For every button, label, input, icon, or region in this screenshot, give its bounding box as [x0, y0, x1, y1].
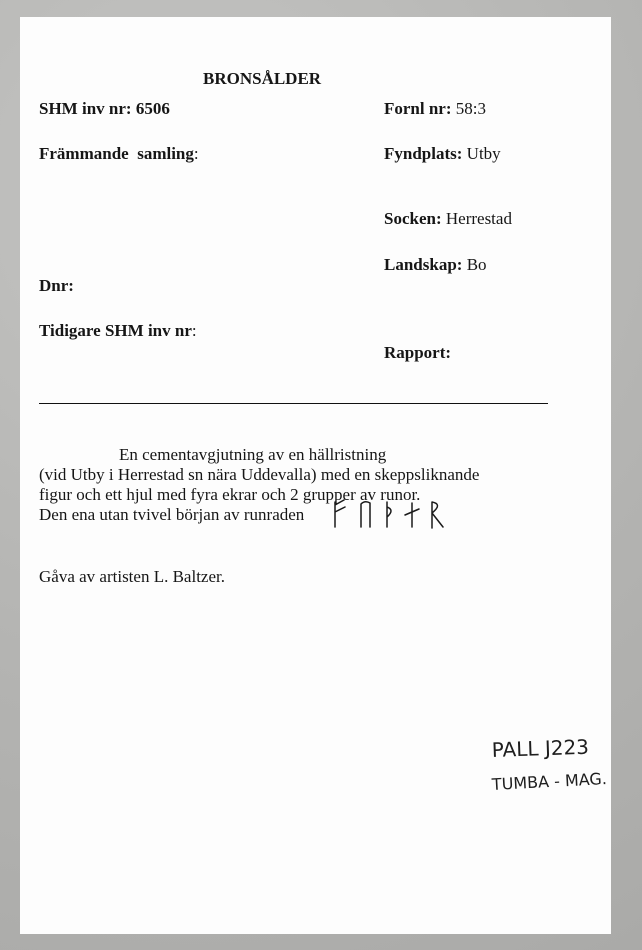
shm-inv-value: 6506	[135, 99, 170, 118]
divider-line	[39, 403, 548, 404]
catalog-card	[20, 17, 611, 934]
landskap-field	[384, 255, 487, 275]
description-line: Den ena utan tvivel början av runraden	[39, 505, 305, 524]
frammande-samling-label: Främmande samling	[39, 144, 194, 163]
frammande-samling-field	[39, 144, 199, 164]
shm-inv-field	[39, 99, 170, 119]
shm-inv-label: SHM inv nr:	[39, 99, 132, 118]
socken-value: Herrestad	[445, 209, 512, 228]
tidigare-shm-label: Tidigare SHM inv nr	[39, 321, 192, 340]
handwritten-note	[490, 725, 624, 797]
card-heading: BRONSÅLDER	[203, 69, 322, 88]
tidigare-shm-field	[39, 321, 197, 341]
frammande-colon: :	[193, 144, 199, 163]
runes-drawing	[329, 497, 451, 531]
fornl-label: Fornl nr:	[384, 99, 452, 118]
description-line: figur och ett hjul med fyra ekrar och 2 grupper av runor.	[39, 485, 421, 504]
donation-text: Gåva av artisten L. Baltzer.	[39, 567, 225, 586]
fyndplats-label: Fyndplats:	[384, 144, 463, 163]
tidigare-colon: :	[191, 321, 197, 340]
landskap-label: Landskap:	[384, 255, 463, 274]
description-line: En cementavgjutning av en hällristning	[119, 445, 387, 464]
fornl-value: 58:3	[455, 99, 487, 118]
fyndplats-field	[384, 144, 501, 164]
fornl-field	[384, 99, 486, 119]
handwritten-line: TUMBA - MAG.	[491, 769, 608, 795]
socken-label: Socken:	[384, 209, 442, 228]
landskap-value: Bo	[466, 255, 487, 274]
socken-field	[384, 209, 512, 229]
fyndplats-value: Utby	[466, 144, 501, 163]
handwritten-line: PALL J223	[491, 734, 590, 763]
description-line: (vid Utby i Herrestad sn nära Uddevalla) med en skeppsliknande	[39, 465, 480, 484]
dnr-label: Dnr:	[39, 276, 74, 295]
rapport-label: Rapport:	[384, 343, 452, 362]
